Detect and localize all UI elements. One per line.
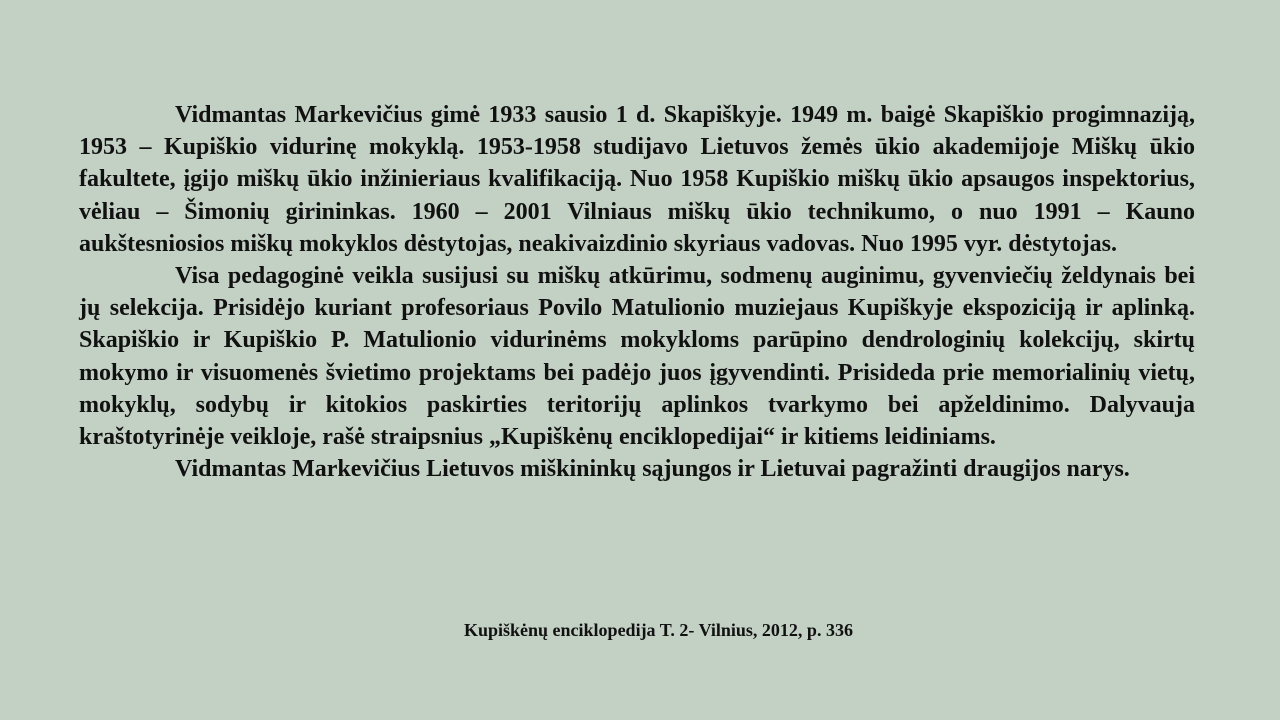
- source-citation: Kupiškėnų enciklopedija T. 2- Vilnius, 2012, p. 336: [464, 620, 853, 640]
- paragraph-biography-education: Vidmantas Markevičius gimė 1933 sausio 1 d. Skapiškyje. 1949 m. baigė Skapiškio progimnaziją, 1953 – Kupiškio vidurinę mokyklą. 1953-1958 studijavo Lietuvos žemės ūkio akademijoje Miškų ūkio fakultete, įgijo miškų ūkio inžinieriaus kvalifikaciją. Nuo 1958 Kupiškio miškų ūkio apsaugos inspektorius, vėliau – Šimonių girininkas. 1960 – 2001 Vilniaus miškų ūkio technikumo, o nuo 1991 – Kauno aukštesniosios miškų mokyklos dėstytojas, neakivaizdinio skyriaus vadovas. Nuo 1995 vyr. dėstytojas.: [79, 102, 1195, 257]
- paragraph-pedagogical-activity: Visa pedagoginė veikla susijusi su miškų atkūrimu, sodmenų auginimu, gyvenviečių želdynais bei jų selekcija. Prisidėjo kuriant profesoriaus Povilo Matulionio muziejaus Kupiškyje ekspoziciją ir aplinką. Skapiškio ir Kupiškio P. Matulionio vidurinėms mokykloms parūpino dendrologinių kolekcijų, skirtų mokymo ir visuomenės švietimo projektams bei padėjo juos įgyvendinti. Prisideda prie memorialinių vietų, mokyklų, sodybų ir kitokios paskirties teritorijų aplinkos tvarkymo bei apželdinimo. Dalyvauja kraštotyrinėje veikloje, rašė straipsnius „Kupiškėnų enciklopedijai“ ir kitiems leidiniams.: [79, 263, 1195, 451]
- paragraph-memberships: Vidmantas Markevičius Lietuvos miškininkų sąjungos ir Lietuvai pagražinti draugijos narys.: [175, 456, 1130, 483]
- biography-text: [79, 99, 1195, 485]
